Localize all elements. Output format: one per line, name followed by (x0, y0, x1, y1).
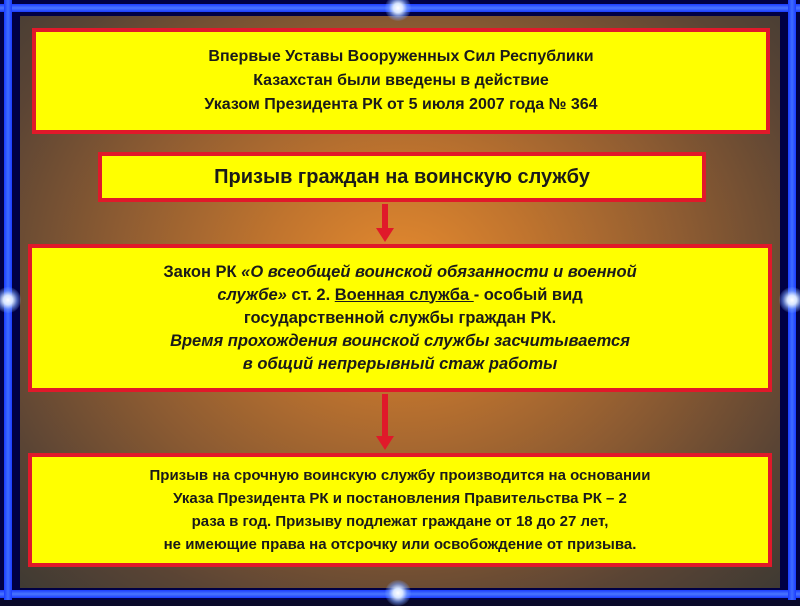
law-title-part2: службе» (217, 285, 287, 304)
arrow-down-icon (376, 394, 394, 452)
law-line-4: Время прохождения воинской службы засчитывается (170, 331, 630, 350)
intro-line: Впервые Уставы Вооруженных Сил Республики (208, 48, 594, 65)
law-line-5: в общий непрерывный стаж работы (242, 354, 558, 373)
law-line-3: государственной службы граждан РК. (243, 308, 557, 327)
draft-procedure-box (28, 453, 772, 567)
intro-line: Казахстан были введены в действие (253, 72, 549, 89)
law-line-2 (217, 284, 582, 307)
draft-line: Призыв на срочную воинскую службу производится на основании (149, 467, 651, 484)
law-title-part1: «О всеобщей воинской обязанности и военной (241, 262, 637, 281)
draft-line: Указа Президента РК и постановления Правительства РК – 2 (173, 490, 627, 507)
arrow-down-icon (376, 204, 394, 244)
sparkle-bottom-icon (385, 580, 411, 606)
statutes-intro-box (32, 28, 770, 134)
draft-line: раза в год. Призыву подлежат граждане от 18 до 27 лет, (191, 513, 609, 530)
law-article: ст. 2. (286, 285, 335, 304)
law-prefix: Закон РК (163, 262, 242, 281)
military-service-term: Военная служба (334, 285, 474, 304)
conscription-title: Призыв граждан на воинскую службу (214, 165, 590, 188)
law-line-1 (163, 261, 636, 284)
intro-line: Указом Президента РК от 5 июля 2007 года № 364 (204, 96, 598, 113)
draft-line: не имеющие права на отсрочку или освобождение от призыва. (163, 536, 637, 553)
law-definition-start: - особый вид (473, 285, 583, 304)
sparkle-right-icon (779, 287, 800, 313)
law-box (28, 244, 772, 392)
conscription-title-box (98, 152, 706, 202)
